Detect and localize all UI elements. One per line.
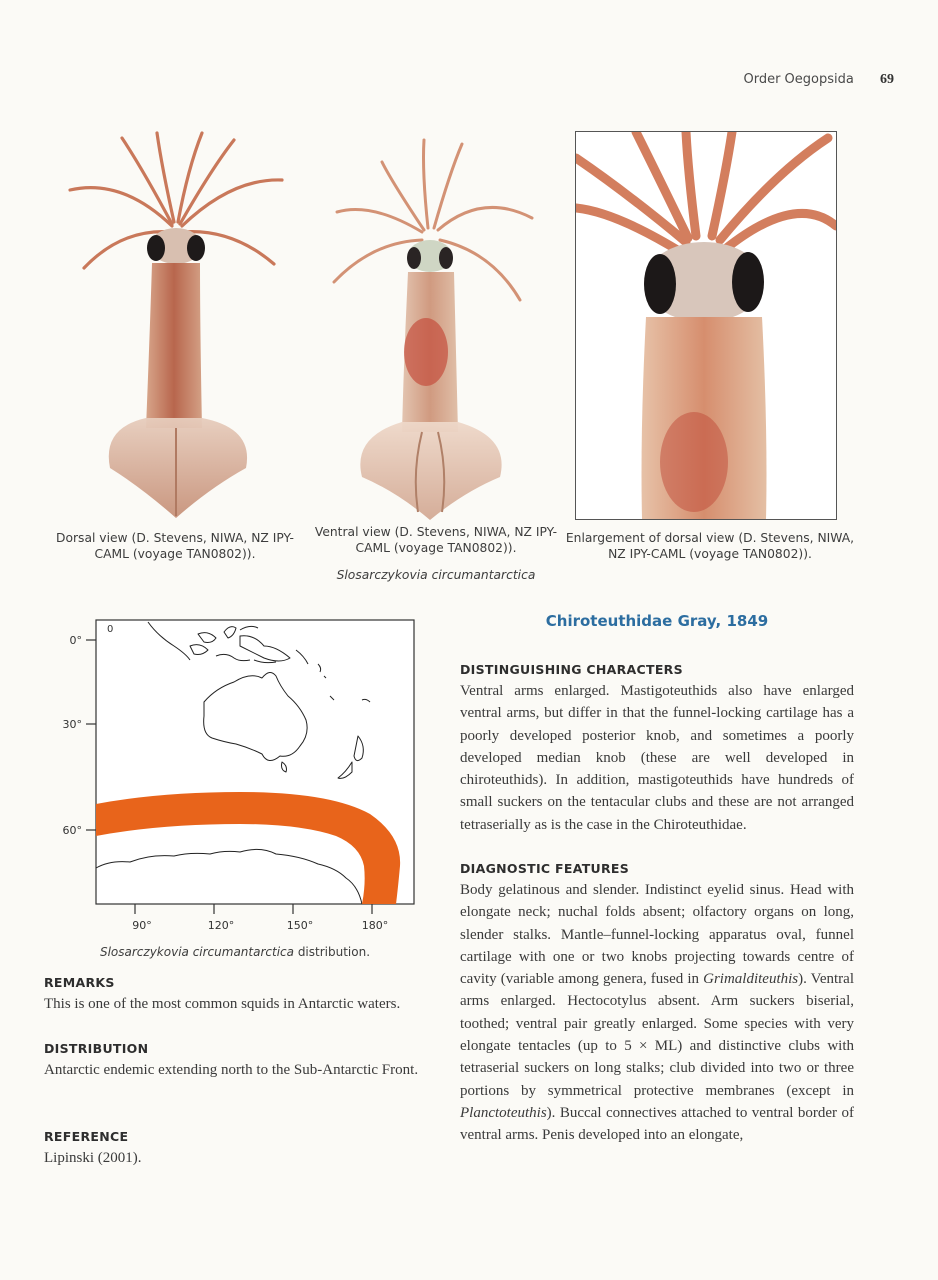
genus-planctoteuthis: Planctoteuthis [460,1104,547,1121]
photo-dorsal-view [62,128,290,523]
distinguishing-text: Ventral arms enlarged. Mastigoteuthids also have enlarged ventral arms, but differ in that the funnel-locking cartilage has a poorly developed posterior knob, and sometimes a poorly developed median knob (these are well developed in chiroteuthids). In addition, mastigoteuthids have hundreds of small suckers on the tentacular clubs and these are not arranged tetraserially as is the case in the Chiroteuthidae. [460,683,854,833]
lat-label-60: 60° [62,824,82,837]
map-inset-label: 0 [107,624,114,635]
diagnostic-text-part-2: ). Ventral arms enlarged. Hectocotylus absent. Arm suckers biserial, toothed; ventral pair greatly enlarged. Some species with very elongate tentacles (up to 5 × ML) and distinctive clubs with tetraserial suckers on long stalks; club divided into two or three portions by symmetrical protective membranes (except in [460,971,854,1099]
lat-label-30: 30° [62,718,82,731]
family-title: Chiroteuthidae Gray, 1849 [545,612,769,630]
distribution-heading: DISTRIBUTION [44,1041,149,1056]
caption-enlargement: Enlargement of dorsal view (D. Stevens, NIWA, NZ IPY-CAML (voyage TAN0802)). [565,531,855,561]
diagnostic-text-part-1: Body gelatinous and slender. Indistinct eyelid sinus. Head with elongate neck; nuchal folds absent; olfactory organs on long, slender stalks. Mantle–funnel-locking apparatus oval, funnel cartilage with one or two knobs projecting towards centre of cavity (variable among genera, fused in [460,882,854,988]
lon-label-180: 180° [361,919,389,932]
running-head-section: Order Oegopsida [743,72,854,87]
reference-heading: REFERENCE [44,1129,129,1144]
photo-dorsal-enlargement [575,131,837,520]
diagnostic-heading: DIAGNOSTIC FEATURES [460,861,630,876]
distribution-map [40,616,430,936]
diagnostic-text-part-3: ). Buccal connectives attached to ventral border of ventral arms. Penis developed into an elongate, [460,1104,854,1144]
map-caption-species: Slosarczykovia circumantarctica [99,945,294,959]
reference-text: Lipinski (2001). [44,1150,142,1166]
remarks-heading: REMARKS [44,975,115,990]
distribution-text: Antarctic endemic extending north to the Sub-Antarctic Front. [44,1062,419,1078]
species-caption: Slosarczykovia circumantarctica [336,568,536,582]
remarks-text: This is one of the most common squids in Antarctic waters. [44,996,401,1012]
page-number: 69 [880,72,894,87]
caption-dorsal-view: Dorsal view (D. Stevens, NIWA, NZ IPY-CAML (voyage TAN0802)). [55,531,294,561]
distinguishing-heading: DISTINGUISHING CHARACTERS [460,662,683,677]
photo-ventral-view [322,132,547,522]
lon-label-150: 150° [286,919,314,932]
map-caption [40,945,430,959]
lon-label-90: 90° [132,919,152,932]
lon-label-120: 120° [207,919,235,932]
running-head [743,72,894,88]
diagnostic-text [460,879,854,1147]
genus-grimalditeuthis: Grimalditeuthis [703,971,799,988]
caption-ventral-view: Ventral view (D. Stevens, NIWA, NZ IPY-CAML (voyage TAN0802)). [314,525,558,555]
map-caption-suffix: distribution. [294,945,371,959]
lat-label-0: 0° [69,634,82,647]
